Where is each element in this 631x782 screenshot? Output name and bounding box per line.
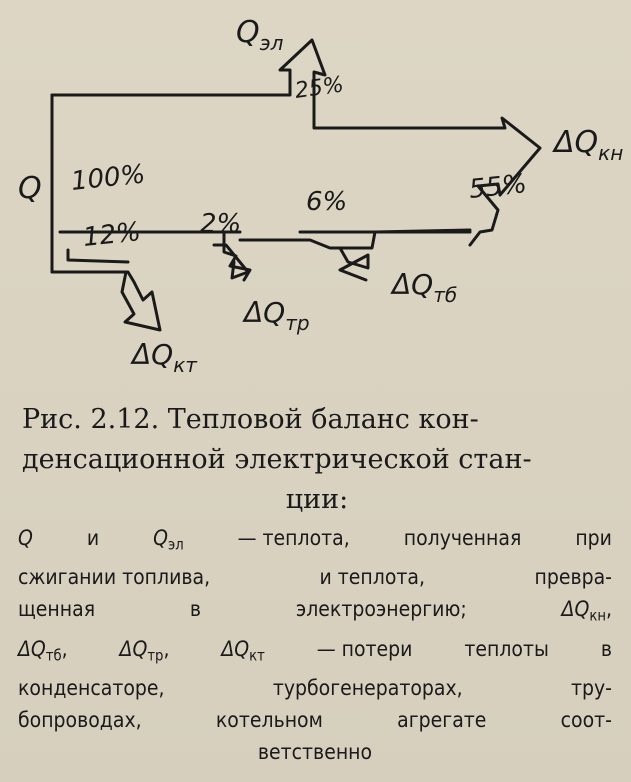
flow-outline-main [52,95,160,330]
legend-word: в [600,636,612,661]
el-percent: 25% [293,72,346,104]
caption-fig-word: Рис. [22,404,82,435]
flow-upper-edge [52,40,540,245]
legend-word: котельном [215,708,323,733]
caption-word: денсационной [22,444,226,475]
caption-word: Тепловой [167,404,303,435]
legend-line-7 [18,736,612,768]
input-percent: 100% [69,159,147,197]
figure-caption [22,400,612,520]
legend-word: тру- [571,676,612,701]
legend-line-4 [18,633,612,672]
flow-inner-edge-1 [68,250,128,262]
legend-word: при [575,526,612,550]
kn-percent: 55% [467,169,529,205]
legend-word: турбогенераторах, [272,676,463,701]
legend-word: ветственно [257,740,373,765]
caption-word: стан- [458,444,532,475]
legend-line-5 [18,672,612,704]
legend-line-1 [18,522,612,561]
legend-word: конденсаторе, [18,676,165,701]
tb-label: $\Delta Q_{тб}$ [392,268,458,307]
tb-percent: 6% [306,187,348,217]
kn-label: $\Delta Q_{кн}$ [554,125,624,165]
legend-word: — потери [316,636,413,661]
legend-word: соот- [560,708,612,733]
legend-word: — теплота, [237,526,350,550]
legend-symbol: $\Delta Q_{тб}$, [18,636,68,665]
legend-line-2 [18,561,612,593]
input-label: Q [18,171,42,206]
flow-branch-tb [340,248,368,280]
tr-label: $\Delta Q_{тр}$ [244,296,310,335]
caption-line-1 [22,400,612,440]
legend-line-3 [18,593,612,632]
legend-word: полученная [403,526,522,550]
legend-word: и [86,526,100,550]
legend-symbol: Q [18,526,33,550]
el-label: $Q_{эл}$ [236,15,284,55]
legend-word: превра- [534,565,612,590]
legend-word: и теплота, [319,565,426,590]
caption-word: электрической [234,444,450,475]
legend-symbol: $\Delta Q_{кн}$, [561,597,612,625]
legend-word: в [189,597,202,622]
caption-fig-number: 2.12. [90,404,160,435]
legend-symbol: $\Delta Q_{тр}$, [119,636,170,665]
caption-line-3: ции: [285,484,349,515]
legend-line-6 [18,704,612,736]
heat-balance-diagram [0,0,631,390]
figure-legend [18,522,612,768]
legend-word: теплоты [464,636,549,661]
legend-word: электроэнергию; [295,597,467,622]
kt-label: $\Delta Q_{кт}$ [132,338,197,377]
legend-symbol: $\Delta Q_{кт}$ [221,636,265,665]
tr-percent: 2% [200,209,242,239]
legend-word: бопроводах, [18,708,142,733]
caption-word: баланс [311,404,410,435]
legend-word: сжигании топлива, [18,565,211,590]
kt-percent: 12% [81,217,143,253]
legend-symbol: $Q_{эл}$ [153,526,184,554]
legend-word: агрегате [397,708,487,733]
caption-line-2 [22,440,612,480]
caption-word: кон- [418,404,479,435]
legend-word: щенная [18,597,96,622]
